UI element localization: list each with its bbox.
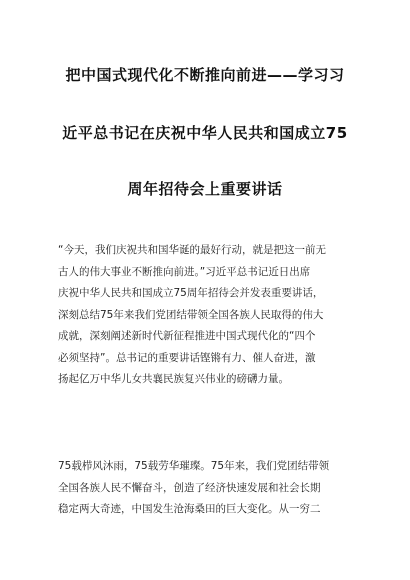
- paragraph-line: 庆祝中华人民共和国成立75周年招待会并发表重要讲话，: [58, 287, 324, 299]
- document-title-line-2: 近平总书记在庆祝中华人民共和国成立75: [62, 124, 348, 142]
- body-paragraph-2: [58, 456, 354, 521]
- paragraph-line: 稳定两大奇迹，中国发生沧海桑田的巨大变化。从一穷二: [58, 503, 321, 515]
- paragraph-line: 全国各族人民不懈奋斗，创造了经济快速发展和社会长期: [58, 481, 321, 494]
- paragraph-line: 古人的伟大事业不断推向前进。”习近平总书记近日出席: [58, 265, 311, 278]
- paragraph-line: 扬起亿万中华儿女共襄民族复兴伟业的磅礴力量。: [58, 373, 289, 385]
- body-paragraph-1: [58, 240, 354, 391]
- paragraph-line: 75载栉风沐雨，75载劳华璀璨。75年来，我们党团结带领: [58, 460, 330, 472]
- paragraph-line: “今天，我们庆祝共和国华诞的最好行动，就是把这一前无: [58, 244, 326, 256]
- paragraph-line: 必须坚持”。总书记的重要讲话铿锵有力、催人奋进，激: [58, 351, 316, 364]
- paragraph-line: 成就，深刻阐述新时代新征程推进中国式现代化的“四个: [58, 330, 316, 342]
- document-title-line-3: 周年招待会上重要讲话: [127, 180, 283, 198]
- document-title-line-1: 把中国式现代化不断推向前进——学习习: [65, 66, 345, 84]
- paragraph-line: 深刻总结75年来我们党团结带领全国各族人民取得的伟大: [58, 308, 324, 321]
